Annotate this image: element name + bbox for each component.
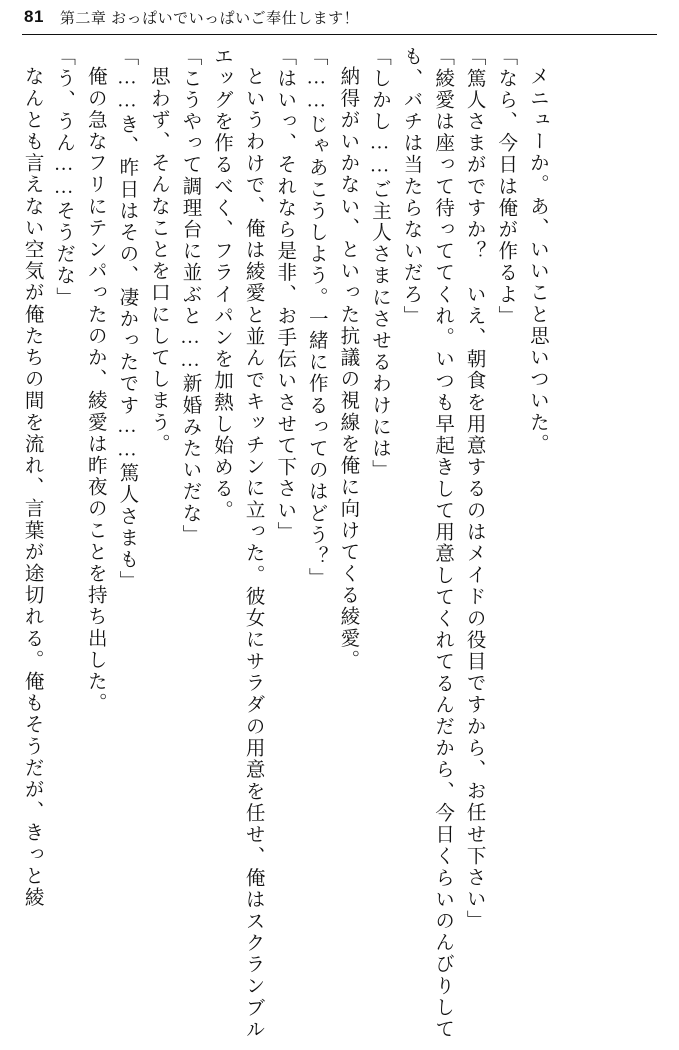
chapter-title: 第二章 おっぱいでいっぱいご奉仕します！ — [59, 9, 360, 27]
body-paragraph: 「う、うん……そうだな」 — [53, 46, 75, 309]
body-paragraph: 「綾愛は座って待っててくれ。いつも早起きして用意してくれてるんだから、今日くらいのんびりしても、バチは当たらないだろ」 — [400, 46, 454, 1040]
page-number: 81 — [24, 7, 44, 26]
body-paragraph: 納得がいかない、といった抗議の視線を俺に向けてくる綾愛。 — [337, 65, 359, 671]
page-body — [16, 46, 665, 1040]
body-paragraph: 俺の急なフリにテンパったのか、綾愛は昨夜のことを持ち出した。 — [84, 65, 106, 714]
body-paragraph: 「……き、昨日はその、凄かったです……篤人さまも」 — [116, 46, 138, 592]
page-header — [0, 0, 679, 34]
body-paragraph: というわけで、俺は綾愛と並んでキッチンに立った。彼女にサラダの用意を任せ、俺はスクランブルエッグを作るべく、フライパンを加熱し始める。 — [211, 46, 264, 1040]
body-paragraph: 思わず、そんなことを口にしてしまう。 — [147, 65, 169, 455]
body-paragraph: メニューか。あ、いいこと思いついた。 — [526, 65, 548, 455]
body-paragraph: 「はいっ、それなら是非、お手伝いさせて下さい」 — [274, 46, 296, 543]
vertical-text-column — [16, 46, 553, 1040]
body-paragraph: 「なら、今日は俺が作るよ」 — [495, 46, 517, 327]
body-paragraph: 「篤人さまがですか？ いえ、朝食を用意するのはメイドの役目ですから、お任せ下さい」 — [463, 46, 485, 932]
body-paragraph: 「こうやって調理台に並ぶと……新婚みたいだな」 — [179, 46, 201, 546]
body-paragraph: 「しかし……ご主人さまにさせるわけには」 — [368, 46, 390, 481]
body-paragraph: なんとも言えない空気が俺たちの間を流れ、言葉が途切れる。俺もそうだが、きっと綾 — [21, 65, 43, 908]
header-divider — [22, 34, 657, 35]
body-paragraph: 「……じゃあこうしよう。一緒に作るってのはどう？」 — [305, 46, 327, 589]
